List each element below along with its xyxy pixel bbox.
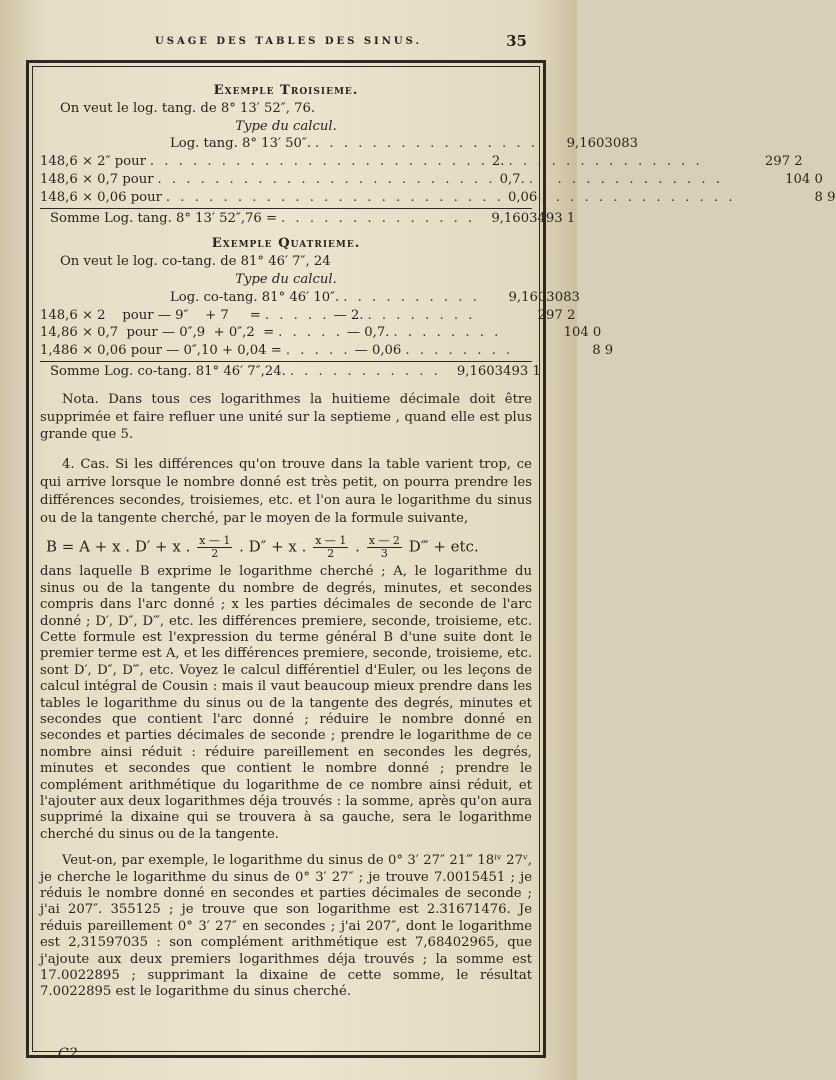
signature-mark: C2 [58, 1046, 78, 1062]
sum-value: 9,1603493 1 [456, 363, 541, 379]
row-mid: 0,06 [507, 189, 538, 205]
fraction-numerator: x — 1 [315, 534, 347, 548]
example4-row-1 [40, 307, 576, 325]
row-left: 1,486 × 0,06 pour — 0″,10 + 0,04 = [40, 343, 282, 359]
example3-row-0 [40, 135, 638, 153]
example3-row-1 [40, 153, 803, 171]
row-left: 148,6 × 2″ pour [40, 154, 146, 170]
row-mid: — 0,06 [354, 343, 402, 359]
running-head: USAGE DES TABLES DES SINUS. [155, 36, 422, 47]
leader-dots: . . . . . . . . . . [343, 289, 480, 305]
fraction [313, 535, 348, 560]
leader-dots: . . . . . . . . . . . . . . [281, 210, 476, 226]
example4-row-3 [40, 342, 614, 360]
example3-sum [40, 210, 576, 228]
leader-dots: . . . . . [278, 325, 343, 341]
example3-type-label: Type du calcul. [235, 118, 337, 134]
row-left: 148,6 × 2 pour — 9″ + 7 = [40, 307, 261, 323]
row-value: 9,1603083 [508, 289, 580, 305]
leader-dots: . . . . . . . . . . . . . . [508, 154, 703, 170]
fraction-denominator: 2 [327, 547, 335, 561]
example4-title: Exemple Quatrieme. [211, 236, 361, 252]
row-value: 8 9 [814, 189, 836, 205]
leader-dots: . . . . . . . . . . . . . . . . [315, 136, 538, 152]
row-mid: 2. [491, 154, 505, 170]
row-left: Log. tang. 8° 13′ 50″. [170, 136, 312, 152]
formula-part: . D″ + x . [239, 537, 307, 556]
nota-paragraph: Nota. Dans tous ces logarithmes la huitieme décimale doit être supprimée et faire refluer une unité sur la septieme , quand elle est plus grande que 5. [40, 391, 532, 443]
row-value: 9,1603083 [566, 136, 638, 152]
example4-row-2 [40, 324, 602, 342]
leader-dots: . . . . . . . . [405, 343, 514, 359]
sum-rule [40, 361, 532, 362]
leader-dots: . . . . . [285, 343, 351, 359]
worked-example-paragraph: Veut-on, par exemple, le logarithme du sinus de 0° 3′ 27″ 21‴ 18ⁱᵛ 27ᵛ, je cherche le logarithme du sinus de 0° 3′ 27″ ; je trouve 7.0015451 ; je réduis le nombre donné en secondes et parties décimales de seconde ; j'ai 207″. 355125 ; je trouve que son logarithme est 2.31671476. Je réduis pareillement 0° 3′ 27″ en secondes ; j'ai 207″, dont le logarithme est 2,31597035 : son complément arithmétique est 7,68402965, que j'ajoute aux deux premiers logarithmes déja trouvés ; la somme est 17.0022895 ; supprimant la dixaine de cette somme, le résultat 7.0022895 est le logarithme du sinus cherché. [40, 853, 532, 1000]
example3-statement: On veut le log. tang. de 8° 13′ 52″, 76. [60, 100, 316, 116]
row-value: 104 0 [785, 171, 823, 187]
row-left: 148,6 × 0,7 pour [40, 171, 154, 187]
leader-dots: . . . . . . . . [367, 307, 476, 323]
example4-sum [40, 363, 541, 381]
leader-dots: . . . . . . . . . . . . . . . . . . . . . . . . [149, 154, 488, 170]
sum-left: Somme Log. tang. 8° 13′ 52″,76 = [50, 210, 278, 226]
leader-dots: . . . . . . . . . . . . . . . . . . . . . . . . [165, 189, 504, 205]
fraction-numerator: x — 1 [199, 534, 231, 548]
explanation-paragraph: dans laquelle B exprime le logarithme cherché ; A, le logarithme du sinus ou de la tangente du nombre de degrés, minutes, et secondes compris dans l'arc donné ; x les parties décimales de seconde de l'arc donné ; D′, D″, D‴, etc. les différences premiere, seconde, troisieme, etc. Cette formule est l'expression du terme général B d'une suite dont le premier terme est A, et les différences premiere, seconde, troisieme, etc. sont D′, D″, D‴, etc. Voyez le calcul différentiel d'Euler, ou les leçons de calcul intégral de Cousin : mais il vaut beaucoup mieux prendre dans les tables le logarithme du sinus ou de la tangente des degrés, minutes et secondes que contient l'arc donné ; réduire le nombre donné en secondes et parties décimales de seconde ; prendre le logarithme de ce nombre ainsi réduit : réduire pareillement en secondes les degrés, minutes et secondes que contient le nombre donné ; prendre le complément arithmétique du logarithme de ce nombre ainsi réduit, et l'ajouter aux deux logarithmes déja trouvés : la somme, après qu'on aura supprimé la dixaine qui se trouvera à sa gauche, sera le logarithme cherché du sinus ou de la tangente. [40, 564, 532, 842]
row-mid: — 2. [333, 307, 364, 323]
example3-row-2 [40, 171, 823, 189]
example4-type-label: Type du calcul. [235, 271, 337, 287]
leader-dots: . . . . . . . . . . . [289, 363, 441, 379]
case4-paragraph: 4. Cas. Si les différences qu'on trouve dans la table varient trop, ce qui arrive lorsque le nombre donné est très petit, on pourra prendre les différences secondes, troisiemes, etc. et l'on aura le logarithme du sinus ou de la tangente cherché, par le moyen de la formule suivante, [40, 457, 532, 526]
sum-value: 9,1603493 1 [491, 210, 576, 226]
row-mid: — 0,7. [346, 325, 390, 341]
example4-row-0 [40, 289, 580, 307]
row-left: 14,86 × 0,7 pour — 0″,9 + 0″,2 = [40, 325, 275, 341]
series-formula [46, 535, 532, 560]
fraction-numerator: x — 2 [368, 534, 400, 548]
fraction-denominator: 2 [211, 547, 219, 561]
row-left: 148,6 × 0,06 pour [40, 189, 162, 205]
row-value: 104 0 [563, 325, 602, 341]
row-value: 297 2 [537, 307, 576, 323]
row-mid: 0,7. [499, 171, 525, 187]
sum-rule [40, 208, 532, 209]
leader-dots: . . . . . [264, 307, 330, 323]
row-value: 297 2 [764, 154, 803, 170]
fraction [197, 535, 232, 560]
example3-title: Exemple Troisieme. [213, 83, 359, 98]
page-content [40, 78, 836, 1001]
leader-dots: . . . . . . . . . . . . . . . . . . . . . . . . [157, 171, 496, 187]
row-left: Log. co-tang. 81° 46′ 10″. [170, 289, 340, 305]
example3-row-3 [40, 189, 836, 207]
formula-part: . [355, 537, 360, 556]
example4-statement: On veut le log. co-tang. de 81° 46′ 7″, 24 [60, 254, 331, 270]
leader-dots: . . . . . . . . . . . . . . [541, 189, 736, 205]
formula-part: D‴ + etc. [408, 537, 479, 556]
sum-left: Somme Log. co-tang. 81° 46′ 7″,24. [50, 363, 286, 379]
leader-dots: . . . . . . . . . . . . . . [528, 171, 723, 187]
fraction [367, 535, 402, 560]
formula-part: B = A + x . D′ + x . [46, 537, 191, 556]
fraction-denominator: 3 [380, 547, 388, 561]
leader-dots: . . . . . . . . [393, 325, 502, 341]
row-value: 8 9 [592, 343, 614, 359]
page-number: 35 [506, 32, 527, 50]
